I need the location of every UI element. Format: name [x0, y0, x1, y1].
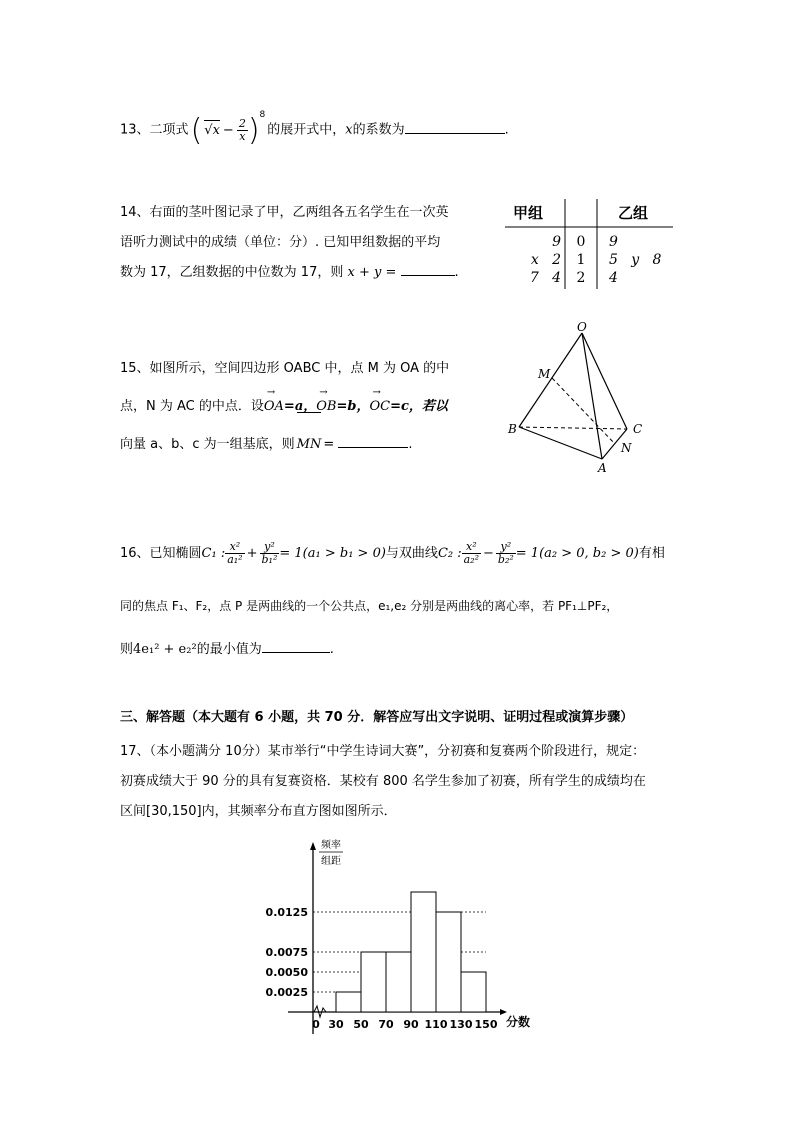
- q15-vector-oa: → OA: [263, 387, 284, 414]
- label-A: A: [598, 461, 607, 475]
- q14: [120, 198, 459, 288]
- q16-ellipse-condition: = 1(a₁ > b₁ > 0): [279, 546, 386, 561]
- stem-leaf-left-row: 9: [552, 234, 561, 250]
- q15-answer-blank[interactable]: [338, 433, 408, 448]
- q13: [120, 110, 509, 148]
- tetrahedron-figure: [505, 320, 655, 480]
- label-C: C: [633, 422, 643, 436]
- q13-answer-blank[interactable]: [405, 119, 505, 134]
- q13-pre: 二项式: [149, 122, 189, 138]
- q14-line1: 14、右面的茎叶图记录了甲，乙两组各五名学生在一次英: [120, 205, 449, 220]
- q15-line1: 15、如图所示，空间四边形 OABC 中，点 M 为 OA 的中: [120, 361, 450, 376]
- y-tick-label: 0.0050: [265, 966, 308, 979]
- q16-hyperbola-condition: = 1(a₂ > 0, b₂ > 0): [515, 546, 639, 561]
- histogram-bar: [336, 992, 361, 1012]
- histogram-bar: [461, 972, 486, 1012]
- q16-answer-blank[interactable]: [262, 638, 330, 653]
- q16-expr: 4e₁² + e₂²: [133, 642, 197, 657]
- q13-exponent: 8: [259, 110, 266, 120]
- q13-frac-num: 2: [238, 117, 246, 131]
- y-label-bottom: 组距: [321, 856, 341, 867]
- stem-leaf-table: [505, 197, 673, 292]
- x-tick-label: 70: [378, 1018, 394, 1031]
- stem-leaf-right-row: 9: [609, 234, 618, 250]
- histogram-bar: [436, 912, 461, 1012]
- label-M: M: [538, 367, 551, 381]
- q13-post1: 的展开式中，: [267, 122, 346, 138]
- q16: [120, 538, 665, 570]
- q13-minus: −: [222, 122, 234, 138]
- q16-line1: 16、已知椭圆C₁ : $\frac{\text{x²}}{\text{a₁²}}$ + $\frac{\text{y²}}{\text{b₁²}}$ = 1(a₁ > b₁ > 0)与双曲线C₂ : $\frac{\text{x²}}{\text{a₂²}}$ − $\frac{\text{y²}}{\text{b₂²}}$ = 1(a₂ > 0, b₂ > 0)有相: [120, 540, 665, 566]
- x-axis-label: 分数: [505, 1015, 531, 1029]
- q15-eq-b: =b，: [336, 399, 370, 414]
- histogram-bar: [386, 952, 411, 1012]
- q15-line3: 向量 a、b、c 为一组基底，则 MN = .: [120, 426, 449, 464]
- q17-line1: 17、（本小题满分 10分）某市举行“中学生诗词大赛”，分初赛和复赛两个阶段进行，规定：: [120, 744, 646, 759]
- histogram-bar: [361, 952, 386, 1012]
- tetrahedron-svg: [505, 320, 655, 480]
- q16-line2: 同的焦点 F₁、F₂，点 P 是两曲线的一个公共点，e₁,e₂ 分别是两曲线的离心率，若 PF₁⊥PF₂，: [120, 599, 619, 613]
- q15-eq-a: =a，: [283, 399, 317, 414]
- q16-c1: C₁ :: [201, 546, 226, 561]
- x-tick-label: 50: [353, 1018, 369, 1031]
- stem-leaf-left-row: 7 4: [529, 270, 561, 286]
- x-tick-label: 150: [474, 1018, 498, 1031]
- stem-leaf-stem: 0: [576, 234, 586, 250]
- q16-c2: C₂ :: [437, 546, 462, 561]
- stem-leaf-stem: 1: [576, 252, 586, 268]
- stem-leaf-header-right: 乙组: [618, 204, 649, 222]
- q15-vector-ob: → OB: [316, 387, 337, 414]
- q16-line3: 则4e₁² + e₂²的最小值为 .: [120, 638, 334, 657]
- y-axis-arrow: [310, 842, 316, 850]
- q14-answer-blank[interactable]: [401, 261, 455, 276]
- q15-eq-c: =c，若以: [390, 399, 448, 414]
- q15-vector-mn: MN: [297, 426, 322, 464]
- section3-title: 三、解答题（本大题有 6 小题，共 70 分．解答应写出文字说明、证明过程或演算步骤）: [120, 710, 634, 725]
- q13-post2: 的系数为: [352, 122, 405, 138]
- q13-number: 13、: [120, 122, 150, 138]
- q13-binomial-expression: ( √x − $\frac{2}{x}$ )$^8$: [190, 110, 266, 148]
- y-tick-label: 0.0025: [265, 986, 308, 999]
- label-B: B: [508, 422, 517, 436]
- q15-line2: 点，N 为 AC 的中点．设 → OA=a， → OB=b， → OC=c，若以: [120, 388, 449, 426]
- q13-end: .: [504, 122, 509, 138]
- x-tick-label: 130: [449, 1018, 473, 1031]
- label-N: N: [621, 441, 632, 455]
- q17-line2: 初赛成绩大于 90 分的具有复赛资格．某校有 800 名学生参加了初赛，所有学生的成绩均在: [120, 774, 646, 789]
- x-tick-label: 0: [312, 1018, 320, 1031]
- q15: [120, 350, 449, 464]
- q15-vector-oc: → OC: [369, 387, 391, 414]
- stem-leaf-left-row: x 2: [530, 252, 561, 268]
- x-tick-label: 110: [424, 1018, 448, 1031]
- x-tick-label: 90: [403, 1018, 419, 1031]
- q14-expr: x + y =: [347, 265, 397, 280]
- histogram: [264, 836, 544, 1036]
- x-tick-label: 30: [328, 1018, 344, 1031]
- y-label-top: 频率: [321, 840, 341, 851]
- histogram-bar: [411, 892, 436, 1012]
- stem-leaf-right-row: 4: [609, 270, 618, 286]
- q17-line3: 区间[30,150]内，其频率分布直方图如图所示．: [120, 804, 397, 819]
- y-tick-label: 0.0125: [265, 906, 308, 919]
- q13-frac-den: x: [239, 130, 246, 144]
- histogram-svg: [264, 836, 544, 1036]
- label-O: O: [577, 320, 587, 334]
- stem-leaf-stem: 2: [576, 270, 586, 286]
- stem-leaf-header-left: 甲组: [513, 204, 544, 222]
- q14-line3: 数为 17，乙组数据的中位数为 17，则 x + y = .: [120, 258, 459, 288]
- y-tick-label: 0.0075: [265, 946, 308, 959]
- q13-sqrt-x: x: [212, 123, 220, 139]
- q14-line2: 语听力测试中的成绩（单位：分）. 已知甲组数据的平均: [120, 235, 441, 250]
- q13-var: x: [345, 122, 353, 138]
- stem-leaf-right-row: 5 y 8: [609, 252, 662, 268]
- q17: [120, 737, 646, 827]
